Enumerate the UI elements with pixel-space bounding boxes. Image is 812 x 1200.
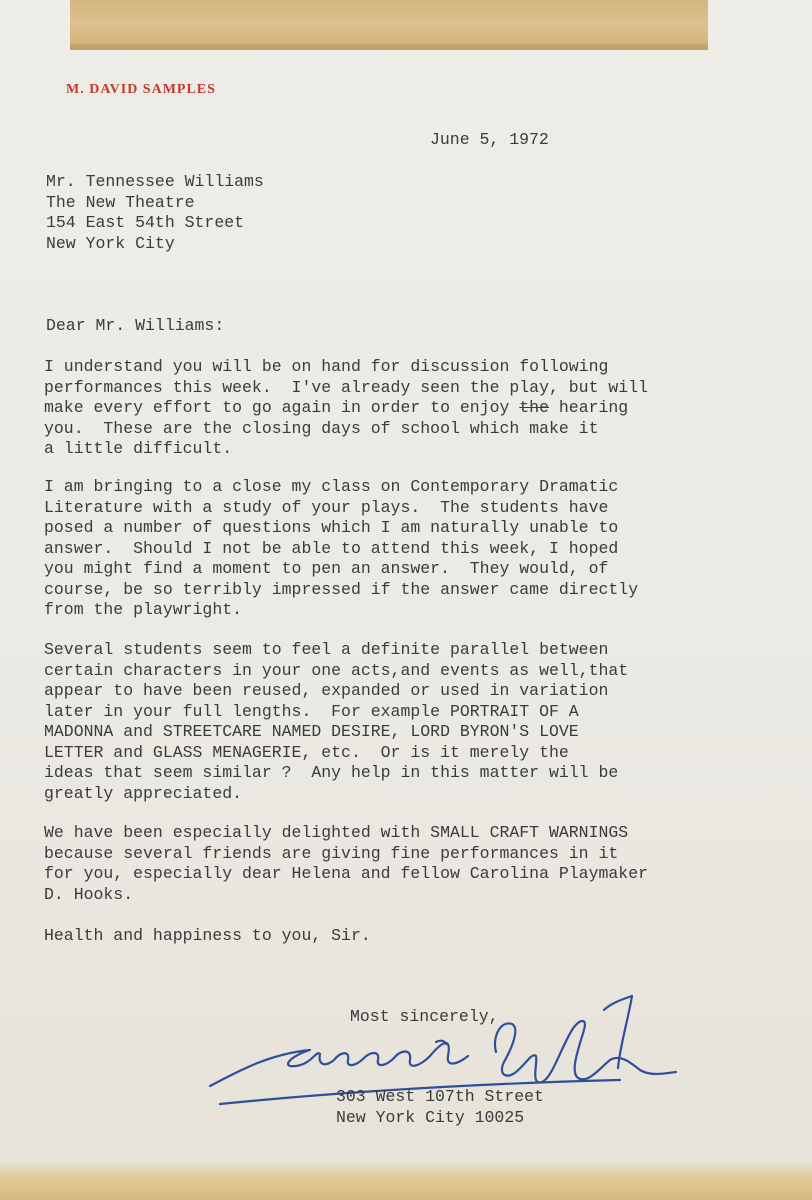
sender-city: New York City 10025 [336, 1107, 525, 1127]
paragraph-line: I am bringing to a close my class on Contemporary Dramatic [44, 477, 619, 496]
recipient-name: Mr. Tennessee Williams [46, 172, 264, 191]
paragraph-3 [44, 640, 628, 804]
paragraph-line-part: hearing [549, 398, 629, 417]
paragraph-line: for you, especially dear Helena and fellow Carolina Playmaker [44, 864, 648, 883]
paragraph-line: appear to have been reused, expanded or used in variation [44, 681, 609, 700]
paragraph-line: I understand you will be on hand for discussion following [44, 357, 609, 376]
sender-address [336, 1087, 544, 1128]
paragraph-line: course, be so terribly impressed if the answer came directly [44, 579, 639, 599]
paragraph-line: greatly appreciated. [44, 783, 243, 803]
paragraph-line: you. These are the closing days of school which make it [44, 418, 599, 438]
recipient-organization: The New Theatre [46, 192, 195, 212]
paragraph-line: a little difficult. [44, 439, 233, 458]
paragraph-line: from the playwright. [44, 600, 243, 619]
paragraph-4 [44, 823, 648, 905]
paper-stain [0, 1162, 812, 1200]
paragraph-line: ideas that seem similar ? Any help in this matter will be [44, 763, 619, 782]
paragraph-line: answer. Should I not be able to attend this week, I hoped [44, 538, 619, 558]
salutation: Dear Mr. Williams: [46, 316, 225, 335]
letterhead: M. DAVID SAMPLES [66, 82, 216, 97]
paragraph-line: We have been especially delighted with SMALL CRAFT WARNINGS [44, 823, 629, 842]
paragraph-line: certain characters in your one acts,and events as well,that [44, 660, 629, 680]
recipient-address [46, 172, 264, 254]
struck-word: the [519, 398, 549, 417]
paragraph-line: later in your full lengths. For example PORTRAIT OF A [44, 701, 579, 721]
paragraph-line: because several friends are giving fine performances in it [44, 843, 619, 863]
letter-date: June 5, 1972 [430, 130, 549, 149]
masking-tape [70, 0, 708, 50]
paragraph-line: posed a number of questions which I am naturally unable to [44, 518, 619, 537]
paragraph-5: Health and happiness to you, Sir. [44, 926, 371, 945]
paragraph-1 [44, 357, 648, 460]
paragraph-line: MADONNA and STREETCARE NAMED DESIRE, LORD BYRON'S LOVE [44, 722, 579, 741]
paragraph-line: you might find a moment to pen an answer. They would, of [44, 559, 609, 578]
paragraph-line-part: make every effort to go again in order to enjoy [44, 398, 520, 417]
paragraph-line: performances this week. I've already seen the play, but will [44, 377, 648, 397]
paragraph-line [44, 398, 648, 419]
sender-street: 303 West 107th Street [336, 1087, 544, 1106]
paragraph-2 [44, 477, 638, 621]
recipient-street: 154 East 54th Street [46, 213, 245, 232]
paragraph-line: Several students seem to feel a definite parallel between [44, 640, 609, 659]
paragraph-line: LETTER and GLASS MENAGERIE, etc. Or is it merely the [44, 742, 569, 762]
closing: Most sincerely, [350, 1007, 499, 1026]
paragraph-line: Literature with a study of your plays. The students have [44, 497, 609, 517]
paragraph-line: D. Hooks. [44, 884, 134, 904]
recipient-city: New York City [46, 233, 175, 253]
